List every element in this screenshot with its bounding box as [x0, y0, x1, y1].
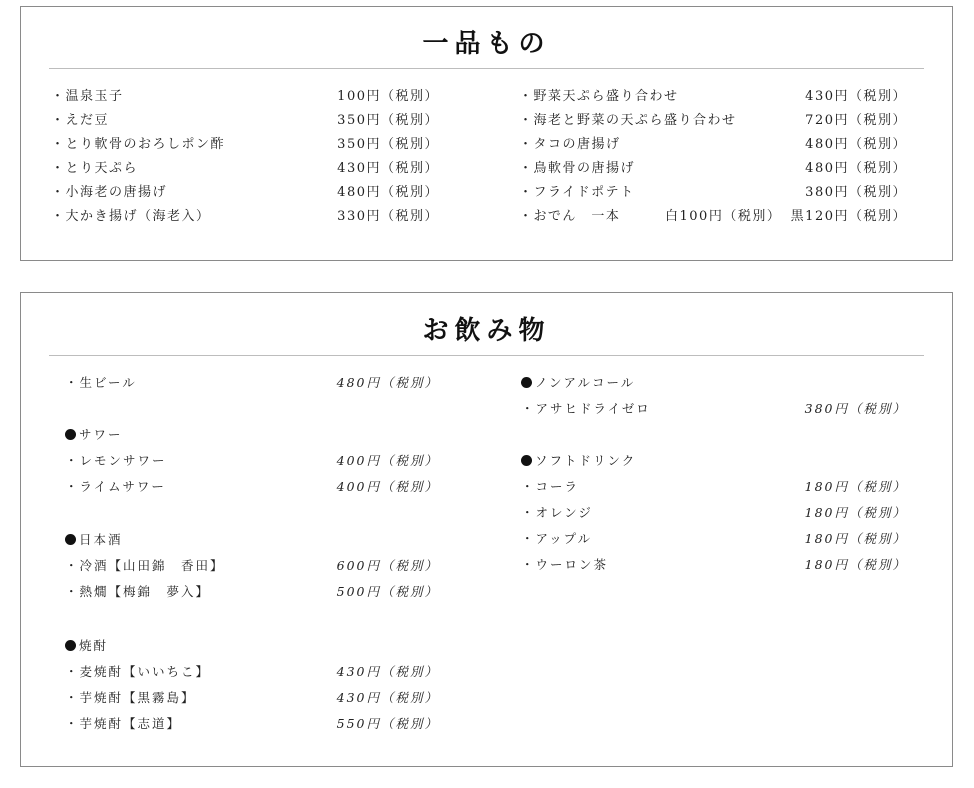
item-price: 550円（税別） — [336, 716, 439, 731]
item-price: 720円（税別） — [805, 113, 907, 128]
drinks-menu-title: お飲み物 — [422, 316, 551, 346]
menu-item — [65, 373, 439, 393]
item-name: ・鳥軟骨の唐揚げ — [519, 161, 636, 176]
item-price: 430円（税別） — [336, 690, 439, 705]
item-name: ・熱燗【梅錦 夢入】 — [65, 584, 211, 599]
title-divider — [49, 68, 924, 69]
menu-item — [519, 135, 907, 155]
item-price: 180円（税別） — [804, 557, 907, 572]
item-price: 380円（税別） — [805, 185, 907, 200]
menu-item — [51, 87, 439, 107]
item-price: 350円（税別） — [337, 137, 439, 152]
item-price: 600円（税別） — [336, 558, 439, 573]
item-price: 480円（税別） — [336, 375, 439, 390]
item-price: 430円（税別） — [337, 161, 439, 176]
item-name: ・フライドポテト — [519, 185, 635, 200]
item-name: ・冷酒【山田錦 香田】 — [65, 558, 225, 573]
menu-item — [519, 111, 907, 131]
drinks-menu-panel — [20, 292, 953, 767]
menu-item — [51, 183, 439, 203]
menu-item-oden — [519, 207, 907, 227]
item-name: ・海老と野菜の天ぷら盛り合わせ — [519, 113, 737, 128]
item-name: ・レモンサワー — [65, 453, 167, 468]
item-price: 480円（税別） — [805, 161, 907, 176]
item-price: 330円（税別） — [337, 209, 439, 224]
category-heading — [521, 373, 635, 393]
food-menu-panel — [20, 6, 953, 261]
menu-item — [65, 582, 439, 602]
item-price: 400円（税別） — [336, 453, 439, 468]
oden-white-price: 白100円（税別） — [665, 209, 782, 224]
category-heading — [65, 636, 108, 656]
item-name: ・芋焼酎【志道】 — [65, 716, 182, 731]
category-label: ノンアルコール — [535, 375, 636, 390]
bullet-icon — [65, 640, 76, 651]
item-name: ・とり天ぷら — [51, 161, 139, 176]
menu-item — [65, 662, 439, 682]
menu-item — [521, 529, 907, 549]
item-name: ・アサヒドライゼロ — [521, 401, 651, 416]
item-name: ・とり軟骨のおろしポン酢 — [51, 137, 226, 152]
oden-black-price: 黒120円（税別） — [790, 209, 907, 224]
item-name: ・アップル — [521, 531, 593, 546]
menu-item — [65, 556, 439, 576]
item-price: 180円（税別） — [804, 505, 907, 520]
menu-item — [519, 159, 907, 179]
item-price: 100円（税別） — [337, 89, 439, 104]
item-name: ・タコの唐揚げ — [519, 137, 621, 152]
menu-item — [65, 451, 439, 471]
item-price: 380円（税別） — [804, 401, 907, 416]
food-menu-title: 一品もの — [422, 29, 551, 59]
menu-item — [51, 207, 439, 227]
menu-item — [519, 87, 907, 107]
bullet-icon — [65, 534, 76, 545]
drinks-left-column — [65, 373, 439, 743]
category-heading — [65, 425, 123, 445]
category-heading — [65, 530, 123, 550]
menu-item — [51, 135, 439, 155]
category-label: ソフトドリンク — [535, 453, 637, 468]
menu-item — [521, 477, 907, 497]
item-name: ・小海老の唐揚げ — [51, 185, 168, 200]
item-name: ・麦焼酎【いいちこ】 — [65, 664, 211, 679]
item-name: ・大かき揚げ（海老入） — [51, 209, 211, 224]
menu-item — [51, 159, 439, 179]
menu-item — [51, 111, 439, 131]
item-price: 180円（税別） — [804, 531, 907, 546]
menu-item — [65, 477, 439, 497]
item-name: ・コーラ — [521, 479, 580, 494]
item-name: ・野菜天ぷら盛り合わせ — [519, 89, 679, 104]
item-price: 500円（税別） — [336, 584, 439, 599]
item-price: 180円（税別） — [804, 479, 907, 494]
item-price: 480円（税別） — [337, 185, 439, 200]
item-name: ・ウーロン茶 — [521, 557, 609, 572]
item-name: ・えだ豆 — [51, 113, 110, 128]
item-name: ・おでん 一本 — [519, 209, 621, 224]
menu-item — [521, 399, 907, 419]
item-name: ・温泉玉子 — [51, 89, 124, 104]
item-price: 350円（税別） — [337, 113, 439, 128]
menu-item — [521, 503, 907, 523]
item-price: 400円（税別） — [336, 479, 439, 494]
item-name: ・芋焼酎【黒霧島】 — [65, 690, 196, 705]
category-label: 日本酒 — [79, 532, 123, 547]
bullet-icon — [521, 455, 532, 466]
bullet-icon — [521, 377, 532, 388]
item-price: 430円（税別） — [336, 664, 439, 679]
drinks-right-column — [521, 373, 907, 573]
category-label: サワー — [79, 427, 123, 442]
item-name: ・ライムサワー — [65, 479, 166, 494]
menu-item — [521, 555, 907, 575]
item-name: ・生ビール — [65, 375, 137, 390]
bullet-icon — [65, 429, 76, 440]
menu-item — [65, 688, 439, 708]
menu-item — [65, 714, 439, 734]
item-price: 480円（税別） — [805, 137, 907, 152]
item-name: ・オレンジ — [521, 505, 593, 520]
item-price: 430円（税別） — [805, 89, 907, 104]
menu-item — [519, 183, 907, 203]
title-divider — [49, 355, 924, 356]
category-heading — [521, 451, 636, 471]
category-label: 焼酎 — [79, 638, 109, 653]
